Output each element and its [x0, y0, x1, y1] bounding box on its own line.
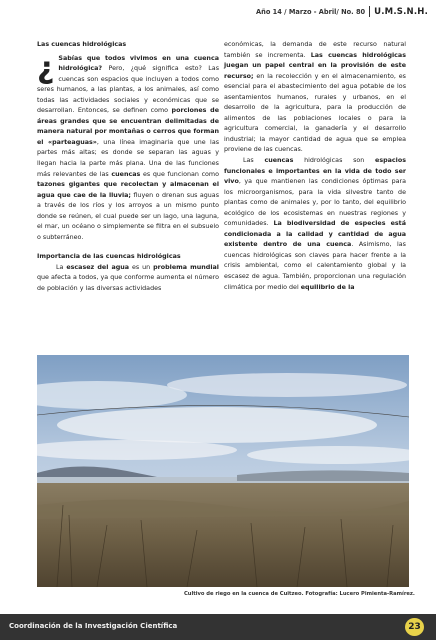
intro-paragraph: ¿ Sabías que todos vivimos en una cuenca hidrológica? Pero, ¿qué significa esto? Las cuencas son espacios que incluyen a todos como seres humanos, a las plantas, a los animales, así como todas las actividades sociales y económicas que se desarrollan. Entonces, se definen como porciones de áreas grandes que se encuentran delimitadas de manera natural por montañas o cerros que forman el «parteaguas», una línea imaginaria que une las partes más altas; es donde se separan las aguas y llegan hacia la parte más plana. Una de las funciones más relevantes de las cuencas es que funcionan como tazones gigantes que recolectan y almacenan el agua que cae de la lluvia; fluyen o drenan sus aguas a través de los ríos y los arroyos a un mismo punto donde se reúnen, el cual puede ser un lago, una laguna, el mar, un océano o simplemente se filtra en el subsuelo o subterráneo. [37, 50, 220, 241]
landscape-illustration [37, 355, 409, 587]
photo-caption: Cultivo de riego en la cuenca de Cuitzeo. Fotografía: Lucero Pimienta-Ramírez. [184, 591, 415, 597]
function-emphasis: tazones gigantes que recolectan y almacenan el agua que cae de la lluvia; [37, 181, 219, 199]
importance-paragraph: La escasez del agua es un problema mundial que afecta a todos, ya que conforme aumenta el número de población y las diversas actividades [37, 263, 219, 293]
left-column [37, 40, 219, 295]
intro-question: Sabías que todos vivimos en una cuenca hidrológica? [58, 54, 219, 73]
footer-title: Coordinación de la Investigación Científica [9, 622, 178, 630]
header-divider [369, 6, 370, 17]
page-footer [0, 614, 436, 640]
demand-paragraph: económicas, la demanda de este recurso natural también se incrementa. Las cuencas hidrológicas juegan un papel central en la provisión de este recurso; en la recolección y en el almacenamiento, es esencial para el abastecimiento del agua potable de los asentamientos humanos, rurales y urbanos, en el desarrollo de la agricultura, para la producción de alimentos de las poblaciones locales o para la agricultura comercial, la ganadería y el desarrollo industrial; la mayor cantidad de agua que se emplea proviene de las cuencas. [224, 41, 406, 154]
issue-label: Año 14 / Marzo - Abril/ No. 80 [256, 7, 366, 16]
page-number: 23 [405, 618, 424, 636]
section-heading-cuencas: Las cuencas hidrológicas [37, 41, 127, 48]
page-header [256, 6, 428, 17]
definition-emphasis: porciones de áreas grandes que se encuentran delimitadas de manera natural por montañas o cerros que forman el «parteaguas» [37, 107, 219, 146]
drop-cap: ¿ [37, 50, 55, 86]
functional-paragraph: Las cuencas hidrológicas son espacios funcionales e importantes en la vida de todo ser vivo, ya que mantienen las condiciones óptimas para los microorganismos, para la vida silvestre tanto de plantas como de animales y, por lo tanto, del equilibrio ecológico de los ecosistemas en nuestras regiones y comunidades. La biodiversidad de especies está condicionada a la calidad y cantidad de agua existente dentro de una cuenca. Asimismo, las cuencas hidrológicas son claves para hacer frente a la crisis ambiental, como el calentamiento global y la escasez de agua. También, proporcionan una regulación climática por medio del equilibrio de la [224, 157, 406, 291]
right-column [224, 40, 406, 293]
university-label: U.M.S.N.H. [374, 6, 428, 17]
landscape-photo [37, 355, 409, 587]
section-heading-importancia: Importancia de las cuencas hidrológicas [37, 253, 181, 261]
